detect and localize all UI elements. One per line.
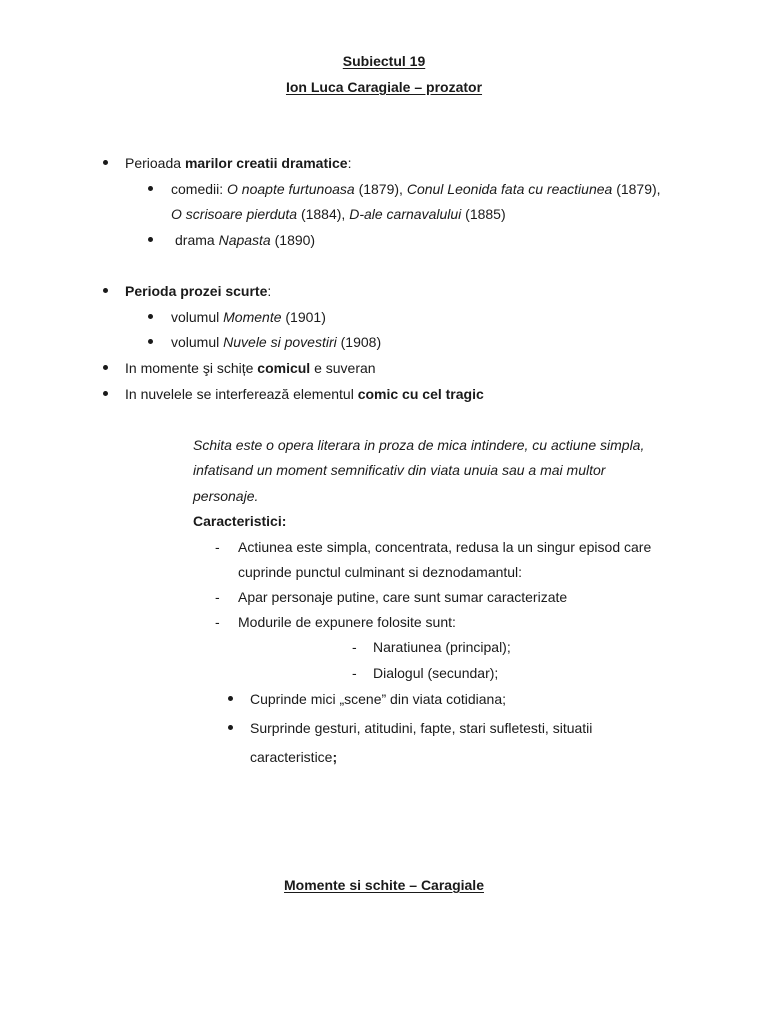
dash-marker: -	[215, 539, 220, 555]
definition-line-3: personaje.	[193, 488, 259, 504]
document-title: Subiectul 19	[342, 53, 426, 69]
definition-line-2: infatisand un moment semnificativ din viata unuia sau a mai multor	[193, 462, 606, 478]
bullet-icon	[103, 160, 108, 165]
definition-line-1: Schita este o opera literara in proza de mica intindere, cu actiune simpla,	[193, 437, 645, 453]
bullet-icon	[228, 696, 233, 701]
bullet-icon	[148, 186, 153, 191]
point-scenes: Cuprinde mici „scene” din viata cotidiana;	[250, 691, 507, 707]
characteristic-3: Modurile de expunere folosite sunt:	[238, 614, 456, 630]
dash-marker: -	[215, 614, 220, 630]
bullet-icon	[148, 237, 153, 242]
comic-statement: In momente şi schițe comicul e suveran	[125, 360, 376, 376]
point-gestures-line-1: Surprinde gesturi, atitudini, fapte, stari sufletesti, situatii	[250, 720, 593, 736]
tragic-statement: In nuvelele se interferează elementul comic cu cel tragic	[125, 386, 484, 402]
dash-marker: -	[215, 589, 220, 605]
characteristics-heading: Caracteristici:	[193, 513, 287, 529]
characteristic-2: Apar personaje putine, care sunt sumar caracterizate	[238, 589, 568, 605]
section-prose-period: Perioda prozei scurte:	[125, 283, 272, 299]
section-title: Momente si schite – Caragiale	[284, 877, 484, 893]
volume-momente: volumul Momente (1901)	[171, 309, 326, 325]
dash-marker: -	[352, 639, 357, 655]
bullet-icon	[103, 365, 108, 370]
bullet-icon	[103, 288, 108, 293]
comedies-line-2: O scrisoare pierduta (1884), D-ale carnavalului (1885)	[171, 206, 506, 222]
characteristic-1-line-2: cuprinde punctul culminant si deznodamantul:	[238, 564, 523, 580]
bullet-icon	[228, 725, 233, 730]
document-subtitle: Ion Luca Caragiale – prozator	[285, 79, 483, 95]
volume-nuvele: volumul Nuvele si povestiri (1908)	[171, 334, 382, 350]
drama-line: drama Napasta (1890)	[175, 232, 316, 248]
section-dramatic-period: Perioada marilor creatii dramatice:	[125, 155, 352, 171]
mode-dialogue: Dialogul (secundar);	[373, 665, 499, 681]
mode-narration: Naratiunea (principal);	[373, 639, 511, 655]
bullet-icon	[148, 339, 153, 344]
comedies-line-1: comedii: O noapte furtunoasa (1879), Conul Leonida fata cu reactiunea (1879),	[171, 181, 661, 197]
characteristic-1-line-1: Actiunea este simpla, concentrata, redusa la un singur episod care	[238, 539, 652, 555]
bullet-icon	[148, 314, 153, 319]
point-gestures-line-2: caracteristice;	[250, 749, 338, 765]
bullet-icon	[103, 391, 108, 396]
dash-marker: -	[352, 665, 357, 681]
